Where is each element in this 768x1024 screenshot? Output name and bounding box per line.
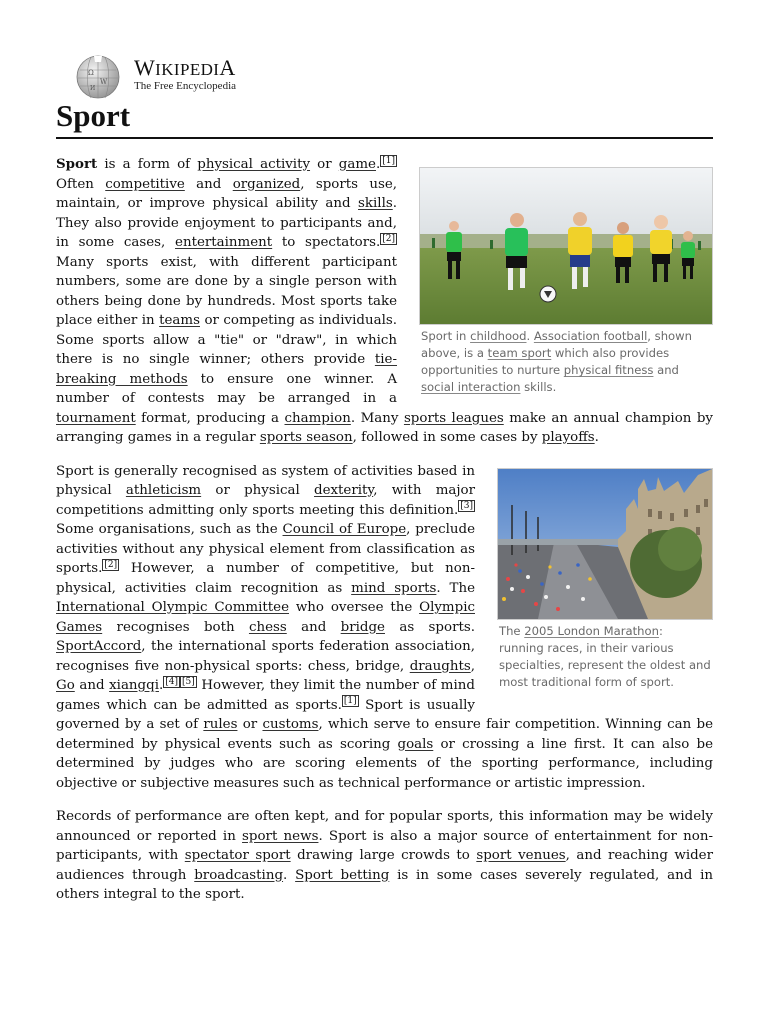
text-run: or xyxy=(310,157,339,172)
text-run: . xyxy=(526,329,534,343)
page-title: Sport xyxy=(56,98,131,133)
svg-text:W: W xyxy=(100,78,108,86)
text-run: Sport in xyxy=(421,329,471,343)
wiki-link[interactable]: teams xyxy=(159,313,200,328)
wiki-link[interactable]: physical fitness xyxy=(563,363,654,377)
wikipedia-wordmark: WIKIPEDIA xyxy=(134,55,236,80)
wiki-link[interactable]: game xyxy=(338,157,376,172)
text-run: make an annual champion by arranging games in a regular xyxy=(56,410,713,445)
citation-ref-label: [5] xyxy=(182,676,195,687)
figure-london-marathon xyxy=(497,468,713,691)
wiki-link[interactable]: sport venues xyxy=(476,848,566,863)
citation-ref[interactable] xyxy=(342,695,359,707)
wiki-link[interactable]: customs xyxy=(262,717,319,732)
svg-text:И: И xyxy=(90,85,96,92)
text-run: . Sport is also a major source of entertainment for non-participants, with xyxy=(56,828,713,863)
citation-ref-label: [2] xyxy=(382,233,395,244)
wiki-link[interactable]: organized xyxy=(232,176,301,192)
wiki-link[interactable]: champion xyxy=(284,410,351,426)
text-run: , xyxy=(470,658,475,674)
text-run: is in some cases severely regulated, and in others integral to the sport. xyxy=(56,867,714,902)
wikipedia-tagline: The Free Encyclopedia xyxy=(134,80,237,92)
text-run: , which serve to ensure fair competition. Winning can be determined by physical events such as scoring xyxy=(56,717,713,752)
text-run: format, producing a xyxy=(135,410,285,426)
citation-ref[interactable] xyxy=(102,559,119,571)
wiki-link[interactable]: social interaction xyxy=(421,380,521,394)
citation-ref[interactable] xyxy=(380,155,397,167)
photo-london-marathon[interactable] xyxy=(497,468,713,620)
wiki-link[interactable]: goals xyxy=(397,736,434,752)
figure-caption xyxy=(419,325,713,396)
wiki-link[interactable]: bridge xyxy=(340,619,385,635)
wiki-link[interactable]: childhood xyxy=(470,329,527,343)
text-run: and xyxy=(653,363,679,377)
wiki-link[interactable]: skills xyxy=(358,196,393,211)
text-run: recognises both xyxy=(102,619,249,635)
text-run: and xyxy=(286,619,341,635)
wiki-link[interactable]: 2005 London Marathon xyxy=(524,623,659,638)
wiki-link[interactable]: sport news xyxy=(242,828,319,844)
text-run: , followed in some cases by xyxy=(352,430,542,445)
bold-term: Sport xyxy=(56,156,98,172)
wiki-link[interactable]: dexterity xyxy=(314,483,374,498)
text-run: or competing as individuals. Some sports allow a "tie" or "draw", in which there is no single winner; others provide xyxy=(56,313,397,367)
citation-ref[interactable] xyxy=(380,233,397,245)
photo-children-football[interactable] xyxy=(419,167,713,325)
text-run: However, they limit the number of mind games which can be admitted as sports. xyxy=(56,678,475,713)
text-run: However, a number of competitive, but non-physical, activities claim recognition as xyxy=(56,561,475,596)
wiki-link[interactable]: physical activity xyxy=(197,157,311,172)
citation-ref-label: [3] xyxy=(460,501,473,512)
wiki-link[interactable]: athleticism xyxy=(125,483,202,498)
wiki-link[interactable]: rules xyxy=(203,717,238,732)
text-run: Sport is generally recognised as system of activities based in physical xyxy=(56,463,475,498)
text-run: , sports use, maintain, or improve physical ability and xyxy=(56,176,398,211)
text-run: drawing large crowds to xyxy=(290,848,477,863)
text-run: or crossing a line first. It can also be determined by judges who are scoring elements of the sporting performance, including objective or subjective measures such as technical performance or artistic impression. xyxy=(56,736,714,791)
text-run: and xyxy=(184,176,233,192)
citation-ref-label: [1] xyxy=(382,155,395,166)
wiki-link[interactable]: sports leagues xyxy=(403,410,504,426)
wiki-link[interactable]: Go xyxy=(56,678,75,693)
wiki-link[interactable]: playoffs xyxy=(541,430,595,445)
text-run: which also provides opportunities to nurture xyxy=(421,346,670,377)
text-run: The xyxy=(499,623,525,638)
figure-caption xyxy=(497,620,713,691)
text-run: . They also provide enjoyment to participants and, in some cases, xyxy=(56,196,397,250)
text-run: Many sports exist, with different participant numbers, some are done by a single person with others being done by hundreds. Most sports take place either in xyxy=(56,254,397,328)
text-run: or xyxy=(237,717,263,732)
text-run: to ensure one winner. A number of contests may be arranged in a xyxy=(56,371,397,406)
wiki-link[interactable]: International Olympic Committee xyxy=(56,600,289,615)
paragraph-records xyxy=(56,807,713,905)
svg-text:Ω: Ω xyxy=(88,69,94,77)
wiki-link[interactable]: Council of Europe xyxy=(282,522,407,537)
text-run: Often xyxy=(56,176,106,192)
wiki-link[interactable]: entertainment xyxy=(175,235,273,250)
text-run: , with major competitions admitting only sports meeting this definition. xyxy=(56,483,475,518)
wiki-link[interactable]: competitive xyxy=(105,176,185,192)
wiki-link[interactable]: draughts xyxy=(409,658,471,674)
wiki-link[interactable]: team sport xyxy=(487,346,552,360)
figure-children-football xyxy=(419,167,713,396)
wiki-link[interactable]: Sport betting xyxy=(295,867,390,883)
wiki-link[interactable]: Olympic Games xyxy=(56,600,475,635)
text-run: . xyxy=(283,867,296,883)
text-run: , preclude activities without any physical element from classification as sports. xyxy=(56,522,475,576)
title-divider xyxy=(56,137,713,139)
wiki-link[interactable]: tournament xyxy=(56,410,136,426)
text-run: to spectators. xyxy=(272,235,381,250)
text-run: , the international sports federation association, recognises five non-physical sports: chess, bridge, xyxy=(56,639,475,674)
text-run: . xyxy=(375,157,381,172)
text-run: is a form of xyxy=(97,157,198,172)
text-run: : running races, in their various specialties, represent the oldest and most traditional form of sport. xyxy=(499,623,711,689)
text-run: , shown above, is a xyxy=(421,329,692,360)
citation-ref-label: [4] xyxy=(165,676,178,687)
wiki-link[interactable]: spectator sport xyxy=(184,848,291,863)
text-run: as sports. xyxy=(384,619,475,635)
text-run: skills. xyxy=(520,380,557,394)
text-run: , and reaching wider audiences through xyxy=(56,848,714,883)
wiki-link[interactable]: SportAccord xyxy=(56,639,142,654)
text-run: who oversee the xyxy=(289,600,420,615)
text-run: . xyxy=(158,678,164,693)
citation-ref[interactable] xyxy=(163,676,180,688)
wikipedia-logo[interactable] xyxy=(74,52,334,100)
wiki-link[interactable]: broadcasting xyxy=(194,867,284,883)
text-run: and xyxy=(74,678,110,693)
wiki-link[interactable]: xiangqi xyxy=(109,678,159,693)
text-run: . xyxy=(594,430,599,445)
text-run: . The xyxy=(436,580,475,596)
citation-ref[interactable] xyxy=(458,500,475,512)
citation-ref[interactable] xyxy=(180,676,197,688)
text-run: Some organisations, such as the xyxy=(56,522,283,537)
text-run: or physical xyxy=(201,483,314,498)
wiki-link[interactable]: sports season xyxy=(259,430,353,445)
article-body xyxy=(56,155,713,919)
wiki-link[interactable]: mind sports xyxy=(351,580,437,596)
text-run: . Many xyxy=(350,410,404,426)
wiki-link[interactable]: Association football xyxy=(533,329,648,343)
wikipedia-globe-icon xyxy=(74,54,122,100)
citation-ref-label: [1] xyxy=(343,696,357,707)
text-run: Records of performance are often kept, and for popular sports, this information may be widely announced or reported in xyxy=(56,809,713,844)
citation-ref-label: [2] xyxy=(104,559,118,570)
text-run: Sport is usually governed by a set of xyxy=(56,697,476,732)
wiki-link[interactable]: chess xyxy=(248,619,287,635)
wiki-link[interactable]: tie-breaking methods xyxy=(56,352,397,387)
